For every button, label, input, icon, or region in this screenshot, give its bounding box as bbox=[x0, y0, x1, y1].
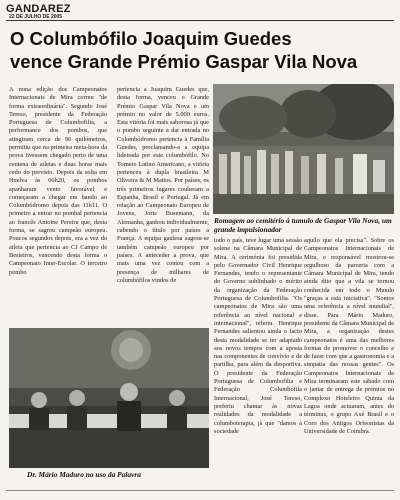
headline-line-2: vence Grande Prémio Gaspar Vila Nova bbox=[10, 51, 358, 72]
masthead-date: 22 DE JULHO DE 2005 bbox=[9, 14, 63, 20]
caption-bottom: Dr. Mário Maduro no uso da Palavra bbox=[27, 470, 141, 479]
top-rule bbox=[6, 20, 394, 21]
article-column-1: A nona edição dos Campeonatos Internacionais de Mira correu "de forma extraordinária". Segundo José Tereso, presidente da Federação Portuguesa de Columbofilia, a performance dos pombos, que atingiram cerca de 90 quilómetros, permitiu que na primeira meia-hora da prova tivessem chegado perto de uma centena de atletas e duas horas mais cedo do previsto. Depois da solta em Huelva às 06h20, os pombos apanharam vento favorável e começaram a chegar em bando ao Columbódromo depois das 11h11. O primeiro a entrar no pombal pertencia ao francês Antoine Pereira que, desta forma, se sagrou campeão europeu. Poucos segundos depois, era a vez do atleta que pertencia ao CJ Campo de Besteiros, vencendo desta forma o Campeonato Inter-Escolar. O terceiro pombo bbox=[9, 86, 107, 276]
cemetery-photo bbox=[213, 84, 394, 214]
caption-top: Romagem ao cemitério à tumulo de Gaspar Vila Nova, um grande impulsionador bbox=[214, 216, 392, 234]
article-column-2: pertencia a Joaquim Guedes que, desta forma, venceu o Grande Prémio Gaspar Vila Nova e um prémio no valor de 5.000 euros. Esta vitória foi mais saborosa já que o pombo seguinte a dar entrada no Columbódromo pertencia à Família Guedes, proclamando-a a equipa lideirada por este columbófilo. No Torneio Latino Americano, a vitória pertenceu à dupla brasileira M Oliveira & M Mattos. Por países, os três primeiros lugares couberam a Espanha, Brasil e Portugal. Já em relação ao Campeonato Europeu de Jovens, Joris Busemann, da Alemanha, ganhou individualmente, cabendo o título por países a França. A equipa gaulesa sagrou-se também campeão europeu por países. A anteceder a prova, que mais uma vez contou com a presença de milhares de columbófilos vindos de bbox=[117, 86, 209, 284]
article-column-3: todo o país, teve lugar uma sessão solene na Câmara Municipal de Mira. A cerimónia foi presidida pelo Governador Civil Henrique Fernandes, tendo o representante do Governo sublinhado o mérito da organização da Federação Portuguesa de Columbofilia. "Os campeonatos de Mira são uma referência ao nível nacional e internacional", referiu. Henrique Fernandes salientou ainda o facto desta modalidade se ter adaptado aos novos tempos com a aposta nas componentes de convívio e de partilha, para além da desportiva. O presidente da Federação Portuguesa de Columbofilia e Federação Columbófila Internacional, José Tereso, preferiu chamar às novas realidades da modalidade a columboterapia, já que "damos à sociedade bbox=[214, 237, 302, 435]
masthead-title: GANDAREZ bbox=[6, 3, 71, 15]
bottom-rule bbox=[6, 490, 394, 491]
speech-photo bbox=[9, 328, 209, 468]
article-column-4: aquilo que ela precisa". Sobre os Campeonatos Internacionais de Mira, o responsável mostrou-se orgulhoso da parceria com a Câmara Municipal de Mira, tendo ainda dito que a vila se tornou conhecida em todo o Mundo "graças a esta iniciativa". "Somos uma referência a nível mundial", disse. Para Mário Maduro, presidente da Câmara Municipal de Mira, a organização destes campeonatos é uma das melhores formas de promover o concelho e de fazer com que a gastronomia e a simpatia das nossas gentes". Os Campeonatos Internacionais de Mira terminaram este sábado com o jantar de entrega de prémios no Complexo Hoteleiro Quinta da Lagoa onde actuaram, antes do términus, o grupo Axé Brasil e o Coro dos Antigos Orfeonistas da Universidade de Coimbra. bbox=[304, 237, 394, 435]
headline-line-1: O Columbófilo Joaquim Guedes bbox=[10, 28, 292, 49]
headline bbox=[10, 27, 394, 73]
